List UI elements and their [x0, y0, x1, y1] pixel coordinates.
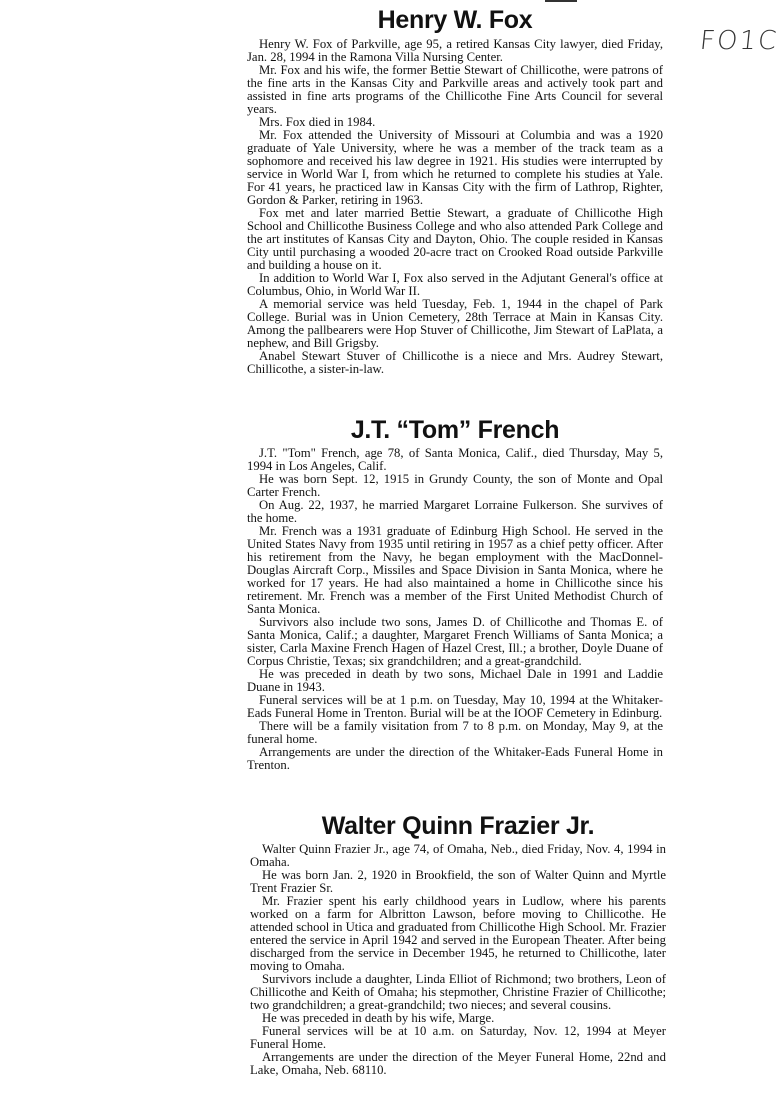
paragraph: Survivors also include two sons, James D. of Chillicothe and Thomas E. of Santa Monica, Calif.; a daughter, Margaret French Williams of Santa Monica; a sister, Carla Maxine French Hagen of Hazel Crest, Ill.; a brother, Doyle Duane of Corpus Christie, Texas; six grandchildren; and a great-grandchild. — [247, 615, 663, 668]
paragraph: Arrangements are under the direction of the Whitaker-Eads Funeral Home in Trenton. — [247, 745, 663, 772]
paragraph: Funeral services will be at 1 p.m. on Tuesday, May 10, 1994 at the Whitaker-Eads Funeral Home in Trenton. Burial will be at the IOOF Cemetery in Edinburg. — [247, 693, 663, 720]
obituary-body — [247, 38, 663, 376]
paragraph: Funeral services will be at 10 a.m. on Saturday, Nov. 12, 1994 at Meyer Funeral Home. — [250, 1024, 666, 1051]
paragraph: Mr. Fox and his wife, the former Bettie Stewart of Chillicothe, were patrons of the fine arts in the Kansas City and Parkville areas and actively took part and assisted in fine arts programs of the Chillicothe Fine Arts Council for several years. — [247, 63, 663, 116]
paragraph: Mr. French was a 1931 graduate of Edinburg High School. He served in the United States Navy from 1935 until retiring in 1957 as a chief petty officer. After his retirement from the Navy, he began employment with the MacDonnel-Douglas Aircraft Corp., Missiles and Space Division in Santa Monica, where he worked for 17 years. He had also maintained a home in Chillicothe since his retirement. Mr. French was a member of the First United Methodist Church of Santa Monica. — [247, 524, 663, 616]
paragraph: He was preceded in death by his wife, Marge. — [262, 1011, 495, 1025]
paragraph: Survivors include a daughter, Linda Elliot of Richmond; two brothers, Leon of Chillicothe and Keith of Omaha; his stepmother, Christine Frazier of Chillicothe; two grandchildren; a great-grandchild; two nieces; and several cousins. — [250, 972, 666, 1012]
paragraph: Fox met and later married Bettie Stewart, a graduate of Chillicothe High School and Chillicothe Business College and who also attended Park College and the art institutes of Kansas City and Dayton, Ohio. The couple resided in Kansas City until purchasing a wooded 20-acre tract on Crooked Road outside Parkville and building a house on it. — [247, 206, 663, 272]
obituary-headline: J.T. “Tom” French — [350, 416, 560, 444]
paragraph: He was preceded in death by two sons, Michael Dale in 1991 and Laddie Duane in 1943. — [247, 667, 663, 694]
paragraph: Henry W. Fox of Parkville, age 95, a retired Kansas City lawyer, died Friday, Jan. 28, 1994 in the Ramona Villa Nursing Center. — [247, 37, 663, 64]
paragraph: Mr. Fox attended the University of Missouri at Columbia and was a 1920 graduate of Yale University, where he was a member of the track team as a sophomore and received his law degree in 1921. His studies were interrupted by service in World War I, from which he returned to complete his studies at Yale. For 41 years, he practiced law in Kansas City with the firm of Lathrop, Righter, Gordon & Parker, retiring in 1963. — [247, 128, 663, 207]
paragraph: J.T. "Tom" French, age 78, of Santa Monica, Calif., died Thursday, May 5, 1994 in Los Angeles, Calif. — [247, 446, 663, 473]
scan-mark — [545, 0, 577, 2]
paragraph: Mr. Frazier spent his early childhood years in Ludlow, where his parents worked on a farm for Albritton Lawson, before moving to Chillicothe. He attended school in Utica and graduated from Chillicothe High School. Mr. Frazier entered the service in April 1942 and served in the European Theater. After being discharged from the service in December 1945, he returned to Chillicothe, later moving to Omaha. — [250, 894, 666, 973]
obituary-french — [247, 416, 663, 772]
paragraph: Walter Quinn Frazier Jr., age 74, of Omaha, Neb., died Friday, Nov. 4, 1994 in Omaha. — [250, 842, 666, 869]
paragraph: Arrangements are under the direction of the Meyer Funeral Home, 22nd and Lake, Omaha, Neb. 68110. — [250, 1050, 666, 1077]
obituary-body — [247, 447, 663, 772]
paragraph: On Aug. 22, 1937, he married Margaret Lorraine Fulkerson. She survives of the home. — [247, 498, 663, 525]
obituary-fox — [247, 6, 663, 376]
paragraph: In addition to World War I, Fox also served in the Adjutant General's office at Columbus, Ohio, in World War II. — [247, 271, 663, 298]
obituary-headline: Walter Quinn Frazier Jr. — [321, 812, 595, 840]
obituary-body — [250, 843, 666, 1077]
paragraph: Anabel Stewart Stuver of Chillicothe is a niece and Mrs. Audrey Stewart, Chillicothe, a sister-in-law. — [247, 349, 663, 376]
paragraph: He was born Jan. 2, 1920 in Brookfield, the son of Walter Quinn and Myrtle Trent Frazier Sr. — [250, 868, 666, 895]
obituary-headline: Henry W. Fox — [377, 6, 533, 34]
paragraph: A memorial service was held Tuesday, Feb. 1, 1944 in the chapel of Park College. Burial was in Union Cemetery, 28th Terrace at Main in Kansas City. Among the pallbearers were Hop Stuver of Chillicothe, Jim Stewart of LaPlata, a nephew, and Bill Grigsby. — [247, 297, 663, 350]
paragraph: Mrs. Fox died in 1984. — [259, 115, 376, 129]
obituary-frazier — [250, 812, 666, 1077]
paragraph: He was born Sept. 12, 1915 in Grundy County, the son of Monte and Opal Carter French. — [247, 472, 663, 499]
paragraph: There will be a family visitation from 7 to 8 p.m. on Monday, May 9, at the funeral home. — [247, 719, 663, 746]
handwritten-annotation: FO1C — [698, 26, 780, 56]
